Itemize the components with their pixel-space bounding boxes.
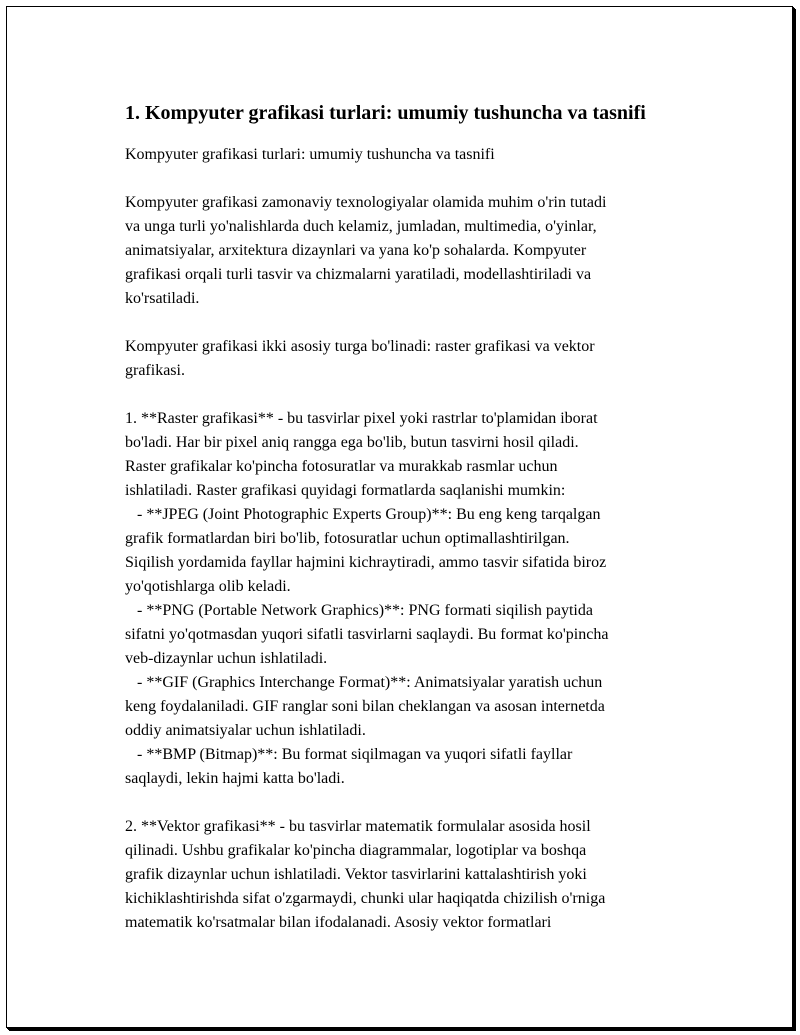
paragraph-intro: Kompyuter grafikasi zamonaviy texnologiyalar olamida muhim o'rin tutadi va unga turli yo'nalishlarda duch kelamiz, jumladan, multimedia, o'yinlar, animatsiyalar, arxitektura dizaynlari va yana ko'p sohalarda. Kompyuter grafikasi orqali turli tasvir va chizmalarni yaratiladi, modellashtiriladi va ko'rsatiladi. xyxy=(125,194,607,307)
paragraph-gap xyxy=(125,167,685,191)
paragraph-gap xyxy=(125,311,685,335)
paragraph-gap xyxy=(125,383,685,407)
paragraph-gap xyxy=(125,791,685,815)
document-subtitle: Kompyuter grafikasi turlari: umumiy tushuncha va tasnifi xyxy=(125,146,495,163)
paragraph-types: Kompyuter grafikasi ikki asosiy turga bo'linadi: raster grafikasi va vektor grafikasi. xyxy=(125,338,595,379)
paragraph-vector: 2. **Vektor grafikasi** - bu tasvirlar matematik formulalar asosida hosil qilinadi. Ushbu grafikalar ko'pincha diagrammalar, logotiplar va boshqa grafik dizaynlar uchun ishlatiladi. Vektor tasvirlarini kattalashtirish yoki kichiklashtirishda sifat o'zgarmaydi, chunki ular haqiqatda chizilish o'rniga matematik ko'rsatmalar bilan ifodalanadi. Asosiy vektor formatlari xyxy=(125,818,606,931)
document-page xyxy=(6,6,793,1028)
document-body xyxy=(125,101,685,935)
paragraph-raster: 1. **Raster grafikasi** - bu tasvirlar pixel yoki rastrlar to'plamidan iborat bo'ladi. Har bir pixel aniq rangga ega bo'lib, butun tasvirni hosil qiladi. Raster grafikalar ko'pincha fotosuratlar va murakkab rasmlar uchun ishlatiladi. Raster grafikasi quyidagi formatlarda saqlanishi mumkin: - **JPEG (Joint Photographic Experts Group)**: Bu eng keng tarqalgan grafik formatlardan biri bo'lib, fotosuratlar uchun optimallashtirilgan. Siqilish yordamida fayllar hajmini kichraytiradi, ammo tasvir sifatida biroz yo'qotishlarga olib keladi. - **PNG (Portable Network Graphics)**: PNG formati siqilish paytida sifatni yo'qotmasdan yuqori sifatli tasvirlarni saqlaydi. Bu format ko'pincha veb-dizaynlar uchun ishlatiladi. - **GIF (Graphics Interchange Format)**: Animatsiyalar yaratish uchun keng foydalaniladi. GIF ranglar soni bilan cheklangan va asosan internetda oddiy animatsiyalar uchun ishlatiladi. - **BMP (Bitmap)**: Bu format siqilmagan va yuqori sifatli fayllar saqlaydi, lekin hajmi katta bo'ladi. xyxy=(125,410,609,787)
document-title: 1. Kompyuter grafikasi turlari: umumiy tushuncha va tasnifi xyxy=(125,102,646,124)
